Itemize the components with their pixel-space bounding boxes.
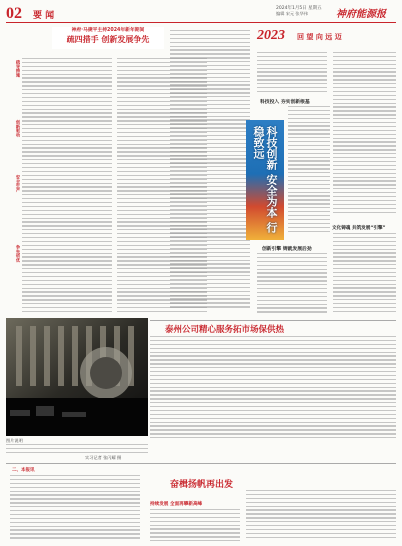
review-body-col-5 (333, 233, 396, 318)
photo-credit: 实习记者 张闪耀 摄 (85, 455, 122, 460)
masthead-rule (6, 22, 396, 23)
photo-caption-lines (6, 444, 148, 456)
issue-date: 2024年1月5日 星期五 (276, 6, 322, 11)
side-tag-3: 安全生产 (16, 175, 21, 192)
middle-body (150, 336, 396, 446)
section-title: 要 闻 (33, 11, 55, 21)
review-subhead-1: 科技投入 夯实创新根基 (260, 100, 310, 105)
lead-story-header (52, 27, 164, 49)
lead-body-col-3 (170, 30, 250, 318)
page-number: 02 (6, 5, 22, 22)
middle-rule-top (150, 320, 396, 321)
bottom-headline: 奋楫扬帆再出发 (170, 480, 234, 490)
lead-headline: 疏四措手 创新发展争先 (66, 34, 150, 44)
bottom-kicker: 二、本报讯 (12, 468, 35, 473)
bottom-subhead: 持续发展 全面再攀新高峰 (150, 502, 203, 507)
bottom-rule (6, 463, 396, 464)
review-header (257, 28, 397, 50)
vertical-banner-image (246, 120, 284, 240)
masthead (6, 4, 396, 22)
review-body-col-1 (257, 52, 327, 96)
lead-kicker: 神府·马捷平主持2024年新年期间 (71, 28, 145, 33)
review-title: 回 望 向 远 迈 (297, 33, 342, 41)
paper-name: 神府能源报 (336, 9, 386, 20)
banner-text: 科技创新 安全为本 行稳致远 (252, 126, 278, 233)
review-body-col-2 (288, 106, 330, 242)
side-tag-1: 疏导措施 (16, 60, 21, 77)
photo-caption: 图片说明 (6, 438, 23, 443)
editors: 编辑 宋元 张华伟 (276, 11, 308, 16)
review-body-col-4 (257, 253, 327, 318)
lead-body-col-1 (22, 58, 112, 318)
review-body-col-3 (333, 52, 396, 222)
side-tag-4: 争先创优 (16, 245, 21, 262)
review-year: 2023 (257, 28, 285, 43)
review-subhead-3: 文化铸魂 共筑发展“引擎” (332, 226, 386, 231)
side-tag-2: 创新驱动 (16, 120, 21, 137)
mine-photo (6, 318, 148, 436)
middle-headline: 泰州公司精心服务拓市场保供热 (165, 325, 285, 335)
bottom-body-col-3 (246, 490, 396, 543)
bottom-body-col-1 (10, 475, 140, 543)
review-subhead-2: 创新引擎 铸就发展后劲 (262, 247, 312, 252)
bottom-body-col-2 (150, 509, 240, 543)
